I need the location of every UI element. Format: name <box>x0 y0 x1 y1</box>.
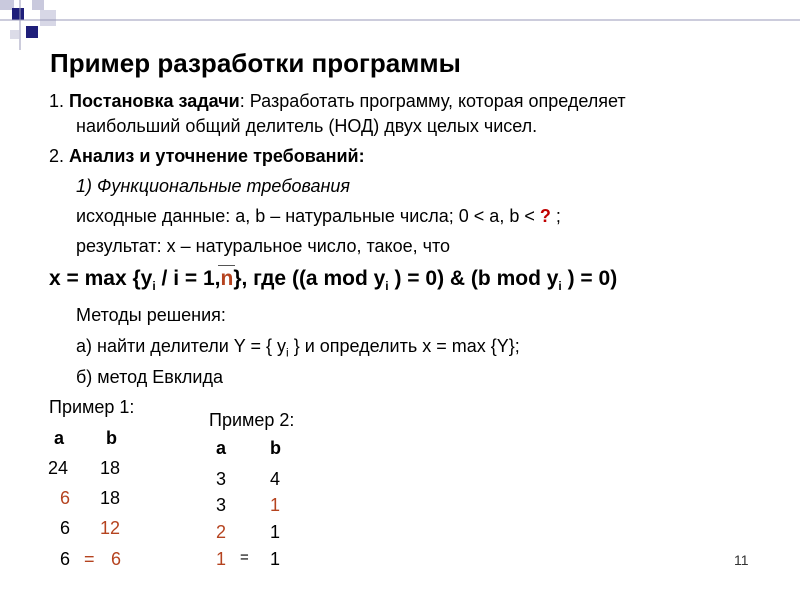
section-2-heading: Анализ и уточнение требований: <box>69 146 365 166</box>
section-1-number: 1. <box>49 91 65 111</box>
method-a <box>76 336 520 360</box>
section-1-line <box>49 91 626 112</box>
example-2-row-2-b: 1 <box>270 495 281 515</box>
formula-subscript-1: i <box>152 279 156 294</box>
section-2-number: 2. <box>49 146 65 166</box>
example-2-row-3-a: 2 <box>216 522 227 542</box>
example-1-row-1-b: 18 <box>100 458 121 478</box>
functional-requirements: 1) Функциональные требования <box>76 176 351 196</box>
example-2-header-b: b <box>270 438 281 458</box>
example-2-title: Пример 2: <box>209 410 295 430</box>
example-1-row-1-a: 24 <box>48 458 69 478</box>
example-1-row-3-b: 12 <box>100 518 121 538</box>
example-1-title: Пример 1: <box>49 397 135 417</box>
method-a-part-1: а) найти делители Y = { y <box>76 336 287 356</box>
example-1-row-4-eq: = <box>84 549 95 569</box>
example-2-row-1-a: 3 <box>216 469 227 489</box>
formula-part-2: / i = 1, <box>155 267 221 290</box>
method-a-part-2: } и определить x = max {Y}; <box>288 336 520 356</box>
question-mark: ? <box>539 206 551 226</box>
example-2-row-4-b: 1 <box>270 549 281 569</box>
example-2-row-1-b: 4 <box>270 469 281 489</box>
formula-n: n <box>220 267 234 290</box>
example-1-header-b: b <box>106 428 117 448</box>
page-number: 11 <box>734 552 749 568</box>
example-2-row-4-a: 1 <box>216 549 227 569</box>
input-data-end: ; <box>550 206 561 226</box>
section-2-line <box>49 146 365 167</box>
formula-subscript-3: i <box>558 279 562 294</box>
formula-subscript-2: i <box>385 279 389 294</box>
example-1-row-2-a: 6 <box>60 488 71 508</box>
section-1-continuation: наибольший общий делитель (НОД) двух целых чисел. <box>76 116 538 136</box>
example-1-row-3-a: 6 <box>60 518 71 538</box>
example-1-row-4-b: 6 <box>111 549 122 569</box>
method-b: б) метод Евклида <box>76 367 223 387</box>
formula-part-5: ) = 0) <box>561 267 618 290</box>
formula <box>49 267 617 293</box>
formula-part-1: x = max {y <box>49 267 153 290</box>
example-2-row-2-a: 3 <box>216 495 227 515</box>
result-line: результат: x – натуральное число, такое, что <box>76 236 451 256</box>
example-1-row-4-a: 6 <box>60 549 71 569</box>
section-1-heading: Постановка задачи <box>69 91 240 111</box>
methods-heading: Методы решения: <box>76 305 226 325</box>
input-data-line <box>76 206 561 227</box>
section-1-text: : Разработать программу, которая определяет <box>239 91 626 111</box>
input-data-text: исходные данные: a, b – натуральные числа; 0 < a, b < <box>76 206 540 226</box>
formula-part-3: }, где ((a mod y <box>233 267 386 290</box>
example-1-row-2-b: 18 <box>100 488 121 508</box>
example-2-header-a: a <box>216 438 227 458</box>
formula-part-4: ) = 0) & (b mod y <box>388 267 559 290</box>
method-a-subscript: i <box>286 345 289 360</box>
page-title: Пример разработки программы <box>50 48 461 78</box>
example-2-row-4-eq: = <box>240 549 249 566</box>
decorative-squares <box>0 0 800 50</box>
example-1-header-a: a <box>54 428 65 448</box>
example-2-row-3-b: 1 <box>270 522 281 542</box>
